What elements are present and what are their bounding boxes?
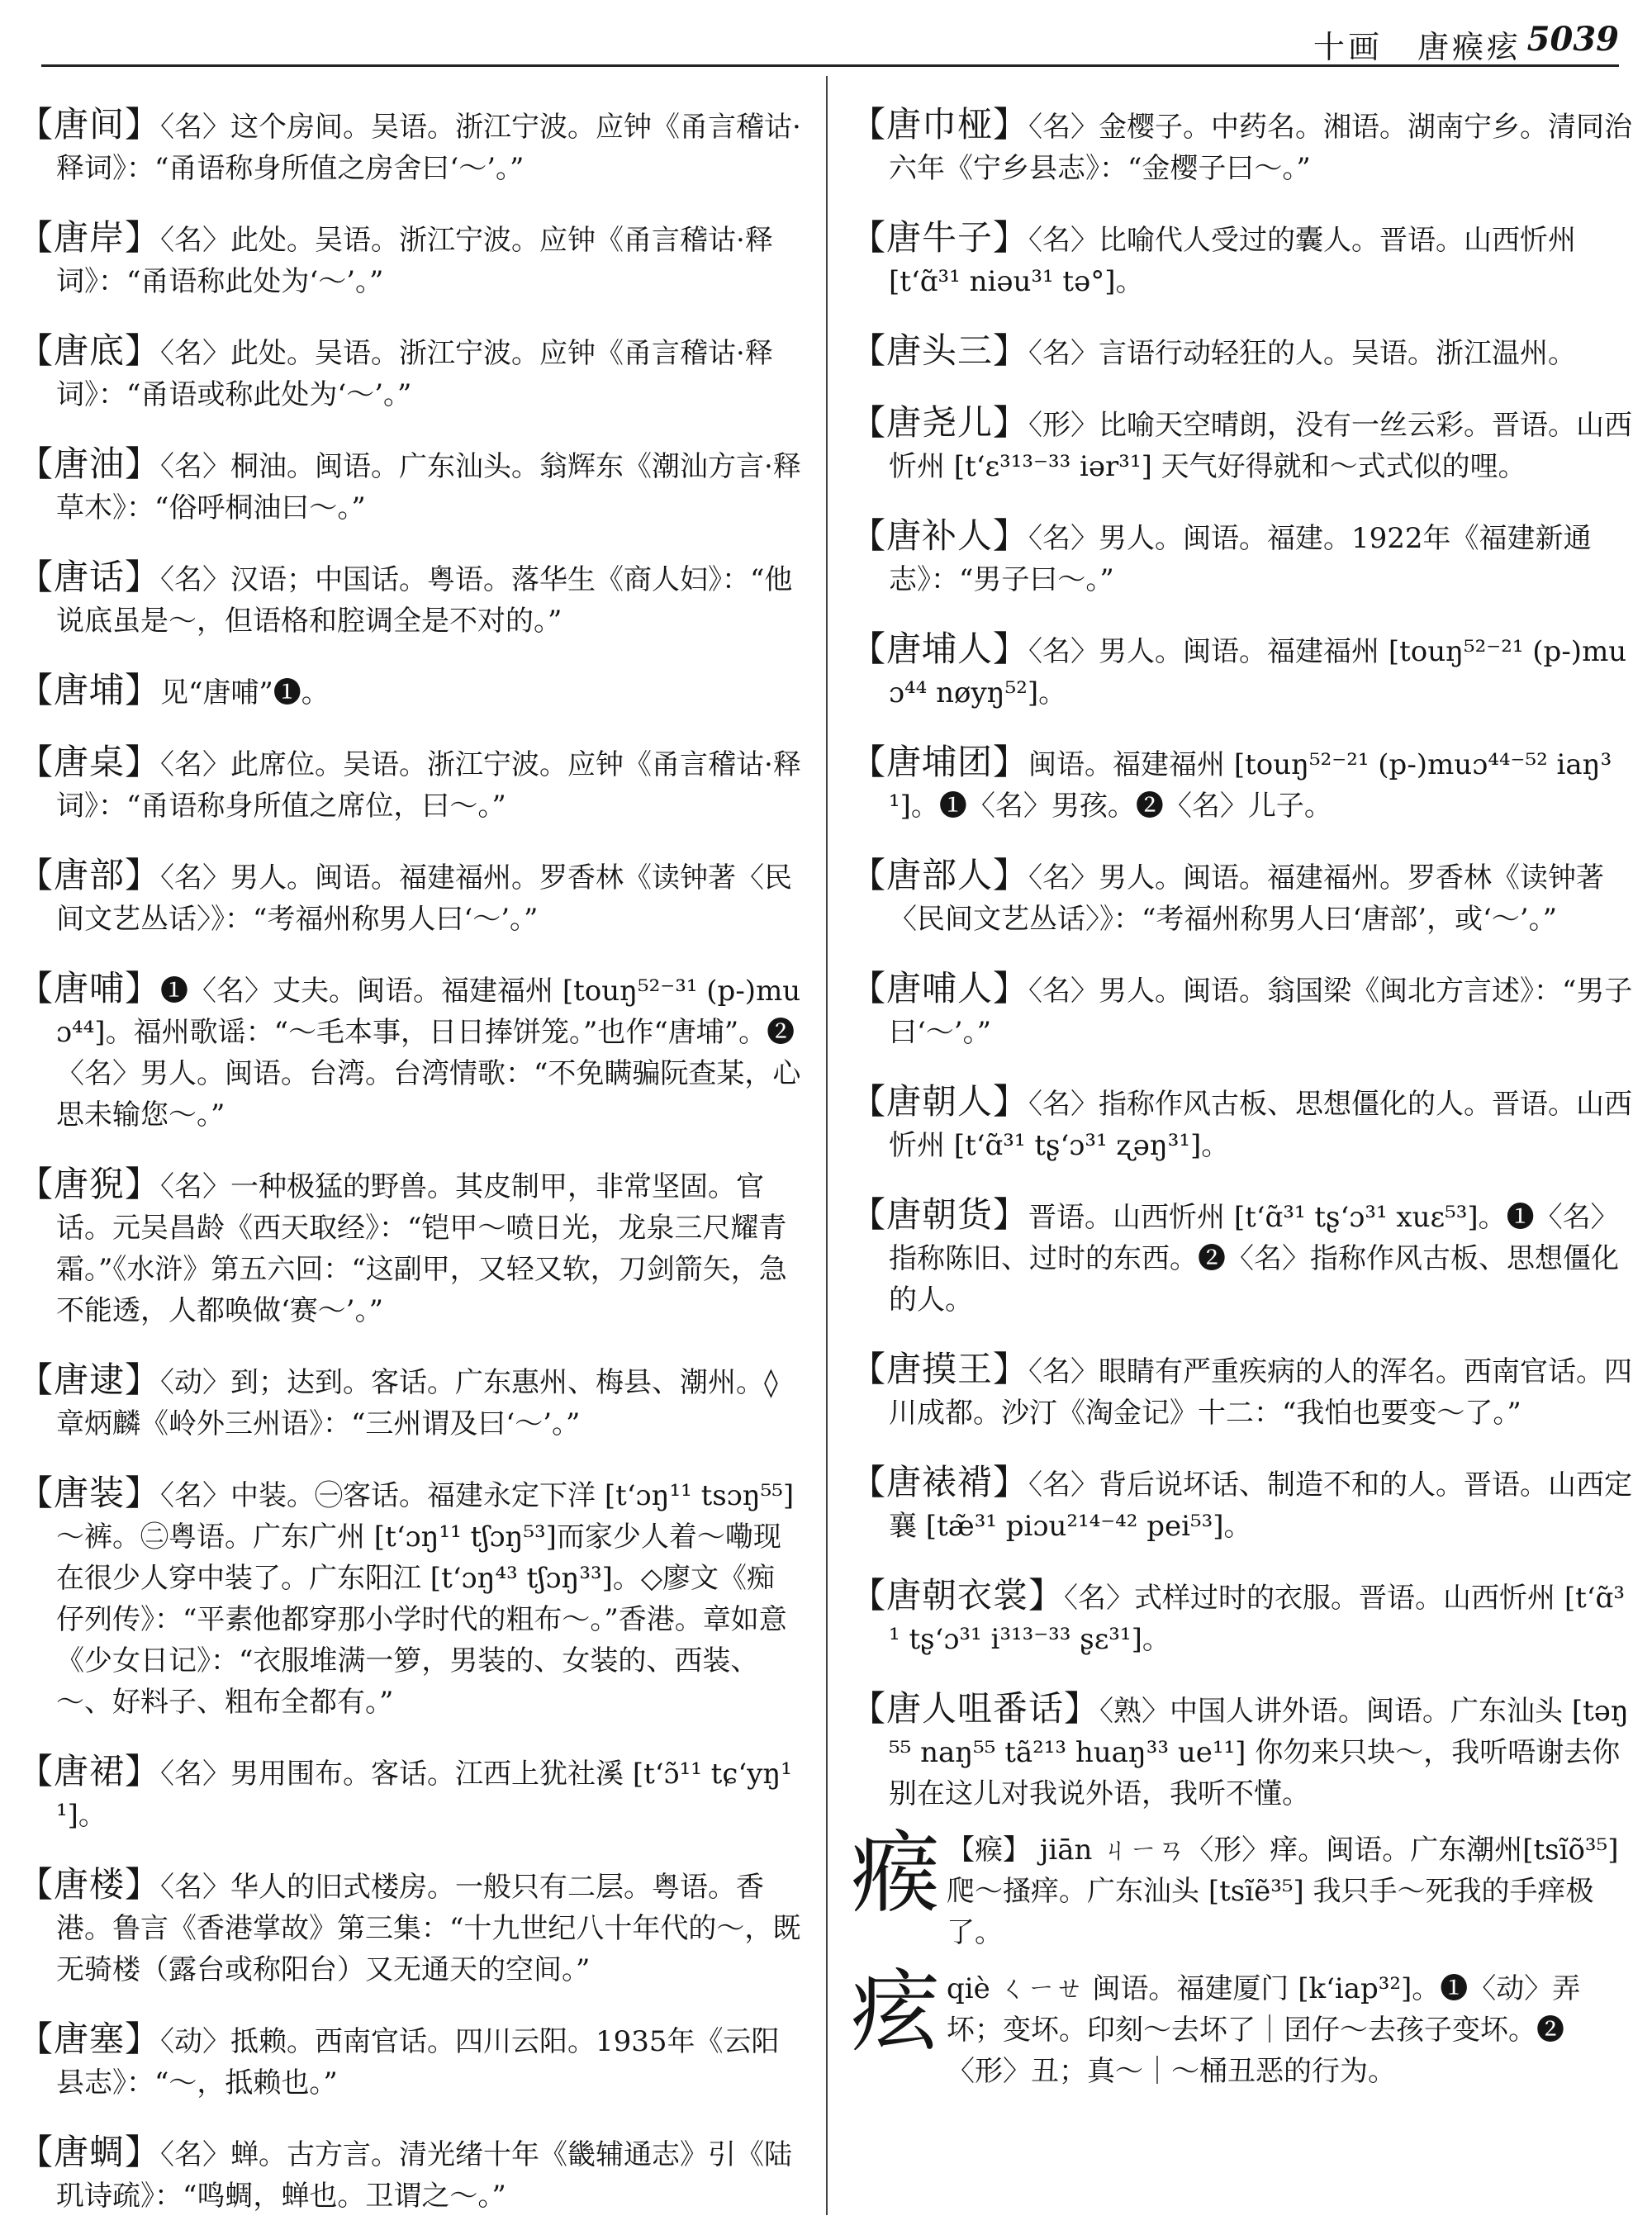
column-divider <box>826 76 828 2215</box>
page-header <box>41 15 1619 67</box>
dictionary-entry <box>18 670 801 714</box>
entry-headword: 【唐朝货】 <box>851 1194 1029 1235</box>
entry-headword: 【唐蜩】 <box>18 2132 161 2172</box>
entry-headword: 【唐埔团】 <box>851 742 1029 782</box>
entry-definition: 〈名〉华人的旧式楼房。一般只有二层。粤语。香港。鲁言《香港掌故》第三集：“十九世纪八十年代的～，既无骑楼（露台或称阳台）又无通天的空间。” <box>56 1871 801 1986</box>
dictionary-entry <box>851 1575 1634 1660</box>
dictionary-entry <box>18 2019 801 2104</box>
entry-definition: 〈名〉指称作风古板、思想僵化的人。晋语。山西忻州 [t‘ɑ̃³¹ tʂ‘ɔ³¹ ʐəŋ³¹]。 <box>889 1088 1633 1162</box>
character-headword: 痃 <box>851 1961 941 2064</box>
entry-definition: 〈名〉蝉。古方言。清光绪十年《畿辅通志》引《陆玑诗疏》：“鸣蜩，蝉也。卫谓之～。” <box>56 2138 793 2213</box>
entry-headword: 【唐哺】 <box>18 968 161 1008</box>
dictionary-entry <box>851 217 1634 302</box>
entry-headword: 【唐油】 <box>18 444 161 484</box>
entry-headword: 【唐塞】 <box>18 2019 161 2059</box>
dictionary-entry <box>18 742 801 827</box>
dictionary-entry <box>851 629 1634 714</box>
entry-headword: 【唐猊】 <box>18 1164 161 1204</box>
character-definition: qiè ㄑㄧㄝ 闽语。福建厦门 [k‘iap³²]。❶〈动〉弄坏；变坏。印刻～去坏了｜囝仔～去孩子变坏。❷〈形〉丑；真～｜～桶丑恶的行为。 <box>947 1972 1581 2088</box>
right-column <box>851 76 1634 2219</box>
entry-headword: 【唐哺人】 <box>851 968 1029 1008</box>
dictionary-entry <box>851 968 1634 1053</box>
entry-definition: 〈名〉中装。㊀客话。福建永定下洋 [t‘ɔŋ¹¹ tsɔŋ⁵⁵] ～裤。㊁粤语。广东广州 [t‘ɔŋ¹¹ tʃɔŋ⁵³]而家少人着～嘞现在很少人穿中装了。广东阳江 [t‘ɔŋ⁴³ tʃɔŋ³³]。◇廖文《痴仔列传》：“平素他都穿那小学时代的粗布～。”香港。章如意《少女日记》：“衣服堆满一箩，男装的、女装的、西装、～、好料子、粗布全都有。” <box>56 1479 795 1719</box>
entry-headword: 【唐逮】 <box>18 1359 161 1400</box>
dictionary-entry <box>18 330 801 415</box>
entry-headword: 【唐头三】 <box>851 330 1029 371</box>
dictionary-entry <box>851 1194 1634 1321</box>
entry-headword: 【唐裙】 <box>18 1751 161 1791</box>
dictionary-entry <box>851 104 1634 189</box>
character-entry <box>851 1822 1634 1953</box>
dictionary-entry <box>18 2132 801 2217</box>
entry-headword: 【唐朝衣裳】 <box>851 1575 1065 1616</box>
dictionary-entry <box>18 1164 801 1331</box>
entry-headword: 【唐人咀番话】 <box>851 1688 1100 1729</box>
dictionary-entry <box>851 330 1634 374</box>
entry-headword: 【唐间】 <box>18 104 161 145</box>
entry-headword: 【唐牛子】 <box>851 217 1029 258</box>
entry-definition: 〈名〉桐油。闽语。广东汕头。翁辉东《潮汕方言·释草木》：“俗呼桐油曰～。” <box>56 450 801 524</box>
entry-headword: 【唐埔】 <box>18 670 161 710</box>
entry-definition: 〈名〉此处。吴语。浙江宁波。应钟《甬言稽诂·释词》：“甬语称此处为‘～’。” <box>56 224 773 298</box>
dictionary-entry <box>851 515 1634 600</box>
entry-headword: 【唐裱褙】 <box>851 1462 1029 1502</box>
page-number: 5039 <box>1526 20 1619 59</box>
entry-definition: 晋语。山西忻州 [t‘ɑ̃³¹ tʂ‘ɔ³¹ xuɛ⁵³]。❶〈名〉指称陈旧、过时的东西。❷〈名〉指称作风古板、思想僵化的人。 <box>889 1201 1619 1317</box>
entry-definition: 〈名〉汉语；中国话。粤语。落华生《商人妇》：“他说底虽是～，但语格和腔调全是不对的。” <box>56 563 793 638</box>
entry-definition: 〈名〉眼睛有严重疾病的人的浑名。西南官话。四川成都。沙汀《淘金记》十二：“我怕也要变～了。” <box>889 1355 1633 1430</box>
entry-definition: 闽语。福建福州 [touŋ⁵²⁻²¹ (p-)muɔ⁴⁴⁻⁵² iaŋ³¹]。❶〈名〉男孩。❷〈名〉儿子。 <box>889 748 1612 823</box>
entry-definition: 〈名〉一种极猛的野兽。其皮制甲，非常坚固。官话。元吴昌龄《西天取经》：“铠甲～喷日光，龙泉三尺耀青霜。”《水浒》第五六回：“这副甲，又轻又软，刀剑箭矢，急不能透，人都唤做‘赛～’。” <box>56 1170 787 1327</box>
entry-definition: 〈名〉此席位。吴语。浙江宁波。应钟《甬言稽诂·释词》：“甬语称身所值之席位，曰～。” <box>56 748 801 823</box>
entry-definition: 〈名〉男人。闽语。福建。1922年《福建新通志》：“男子曰～。” <box>889 522 1592 596</box>
dictionary-entry <box>851 1081 1634 1166</box>
entry-definition: 〈熟〉中国人讲外语。闽语。广东汕头 [təŋ⁵⁵ naŋ⁵⁵ tã²¹³ huaŋ³³ ue¹¹] 你勿来只块～，我听唔谢去你别在这儿对我说外语，我听不懂。 <box>889 1695 1629 1810</box>
character-entry <box>851 1961 1634 2092</box>
entry-headword: 【唐摸王】 <box>851 1349 1029 1389</box>
dictionary-entry <box>851 1349 1634 1434</box>
entry-definition: 〈名〉比喻代人受过的囊人。晋语。山西忻州 [t‘ɑ̃³¹ niəu³¹ tə°]。 <box>889 224 1577 298</box>
entry-headword: 【唐部人】 <box>851 855 1029 895</box>
dictionary-entry <box>18 1473 801 1723</box>
entry-definition: ❶〈名〉丈夫。闽语。福建福州 [touŋ⁵²⁻³¹ (p-)muɔ⁴⁴]。福州歌谣：“～毛本事，日日捧饼笼。”也作“唐埔”。❷〈名〉男人。闽语。台湾。台湾情歌：“不免瞒骗阮查某，心思未输您～。” <box>56 975 801 1132</box>
entry-definition: 〈名〉男人。闽语。翁国梁《闽北方言述》：“男子曰‘～’。” <box>889 975 1633 1049</box>
dictionary-entry <box>18 1359 801 1445</box>
entry-headword: 【唐补人】 <box>851 515 1029 556</box>
dictionary-entry <box>851 742 1634 827</box>
entry-headword: 【唐底】 <box>18 330 161 371</box>
entry-headword: 【唐巾桠】 <box>851 104 1029 145</box>
character-definition: 【瘊】 jiān ㄐㄧㄢ〈形〉痒。闽语。广东潮州[tsĩõ³⁵]爬～搔痒。广东汕头 [tsĩẽ³⁵] 我只手～死我的手痒极了。 <box>947 1834 1619 1949</box>
section-title: 十画 唐瘊痃 <box>1313 29 1522 65</box>
entry-definition: 〈动〉到；达到。客话。广东惠州、梅县、潮州。◊章炳麟《岭外三州语》：“三州谓及曰‘～’。” <box>56 1366 778 1440</box>
entry-headword: 【唐装】 <box>18 1473 161 1513</box>
dictionary-entry <box>851 855 1634 940</box>
dictionary-entry <box>18 444 801 529</box>
entry-definition: 〈动〉抵赖。西南官话。四川云阳。1935年《云阳县志》：“～，抵赖也。” <box>56 2025 780 2100</box>
dictionary-entry <box>851 1462 1634 1547</box>
entry-headword: 【唐朝人】 <box>851 1081 1029 1122</box>
entry-definition: 〈名〉男人。闽语。福建福州 [touŋ⁵²⁻²¹ (p-)muɔ⁴⁴ nøyŋ⁵²]。 <box>889 635 1627 709</box>
dictionary-entry <box>18 217 801 302</box>
entry-headword: 【唐埔人】 <box>851 629 1029 669</box>
entry-headword: 【唐部】 <box>18 855 161 895</box>
entry-headword: 【唐楼】 <box>18 1864 161 1905</box>
left-column <box>18 76 801 2219</box>
entry-definition: 〈名〉此处。吴语。浙江宁波。应钟《甬言稽诂·释词》：“甬语或称此处为‘～’。” <box>56 337 773 411</box>
entry-definition: 〈名〉男用围布。客话。江西上犹社溪 [t‘ɔ̃¹¹ tɕ‘yŋ¹¹]。 <box>56 1758 792 1832</box>
dictionary-entry <box>18 1864 801 1990</box>
dictionary-entry <box>851 1688 1634 1815</box>
dictionary-entry <box>18 1751 801 1836</box>
entry-headword: 【唐话】 <box>18 557 161 597</box>
entry-definition: 〈名〉男人。闽语。福建福州。罗香林《读钟著〈民间文艺丛话〉》：“考福州称男人曰‘唐部’，或‘～’。” <box>889 861 1605 936</box>
character-headword: 瘊 <box>851 1822 941 1925</box>
dictionary-entry <box>851 402 1634 487</box>
entry-definition: 〈名〉言语行动轻狂的人。吴语。浙江温州。 <box>1028 337 1577 370</box>
dictionary-entry <box>18 557 801 642</box>
dictionary-entry <box>18 855 801 940</box>
entry-definition: 〈名〉式样过时的衣服。晋语。山西忻州 [t‘ɑ̃³¹ tʂ‘ɔ³¹ i³¹³⁻³³ ʂɛ³¹]。 <box>889 1582 1625 1656</box>
entry-headword: 【唐岸】 <box>18 217 161 258</box>
dictionary-entry <box>18 968 801 1136</box>
entry-headword: 【唐桌】 <box>18 742 161 782</box>
entry-definition: 〈名〉金樱子。中药名。湘语。湖南宁乡。清同治六年《宁乡县志》：“金樱子曰～。” <box>889 111 1633 185</box>
entry-definition: 〈名〉背后说坏话、制造不和的人。晋语。山西定襄 [tæ̃³¹ piɔu²¹⁴⁻⁴² pei⁵³]。 <box>889 1468 1633 1543</box>
entry-definition: 见“唐哺”❶。 <box>160 676 330 709</box>
entry-definition: 〈名〉这个房间。吴语。浙江宁波。应钟《甬言稽诂·释词》：“甬语称身所值之房舍曰‘～’。” <box>56 111 801 185</box>
dictionary-entry <box>18 104 801 189</box>
entry-definition: 〈名〉男人。闽语。福建福州。罗香林《读钟著〈民间文艺丛话〉》：“考福州称男人曰‘～’。” <box>56 861 793 936</box>
entry-headword: 【唐尧儿】 <box>851 402 1029 443</box>
entry-definition: 〈形〉比喻天空晴朗，没有一丝云彩。晋语。山西忻州 [t‘ɛ³¹³⁻³³ iər³¹] 天气好得就和～式式似的哩。 <box>889 409 1633 483</box>
